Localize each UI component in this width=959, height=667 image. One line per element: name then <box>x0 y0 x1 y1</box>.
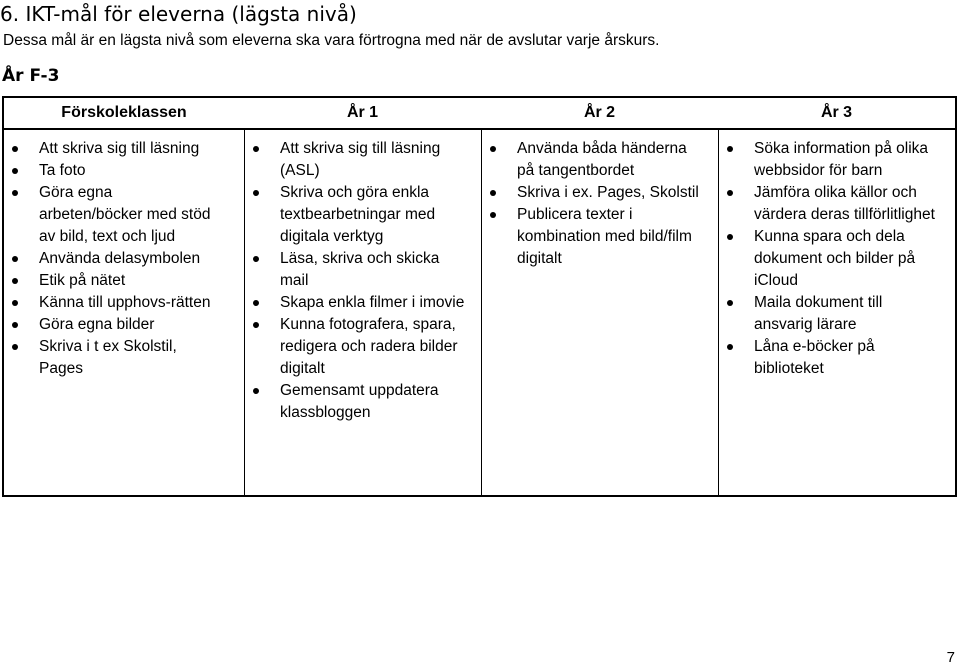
column-ar-2 <box>482 130 707 495</box>
section-subtitle: Dessa mål är en lägsta nivå som eleverna ska vara förtrogna med när de avslutar varje årskurs. <box>3 32 660 49</box>
list-item: Läsa, skriva och skicka mail <box>245 248 470 292</box>
list-item: Skriva i ex. Pages, Skolstil <box>482 182 707 204</box>
column-forskoleklassen <box>4 130 219 495</box>
list-item: Jämföra olika källor och värdera deras tillförlitlighet <box>719 182 944 226</box>
list-item: Använda båda händerna på tangentbordet <box>482 138 707 182</box>
list-item: Att skriva sig till läsning <box>4 138 219 160</box>
goal-list <box>719 138 944 380</box>
column-ar-3 <box>719 130 944 495</box>
list-item: Känna till upphovs-rätten <box>4 292 219 314</box>
grade-span-label: År F-3 <box>2 66 60 86</box>
goal-list <box>482 138 707 270</box>
goal-list <box>245 138 470 424</box>
list-item: Att skriva sig till läsning (ASL) <box>245 138 470 182</box>
list-item: Låna e-böcker på biblioteket <box>719 336 944 380</box>
list-item: Gemensamt uppdatera klassbloggen <box>245 380 470 424</box>
column-header-ar-1: År 1 <box>346 104 379 121</box>
goals-table <box>2 96 957 497</box>
list-item: Publicera texter i kombination med bild/film digitalt <box>482 204 707 270</box>
list-item: Skapa enkla filmer i imovie <box>245 292 470 314</box>
table-header-row <box>4 98 955 130</box>
column-header-forskoleklassen: Förskoleklassen <box>61 104 187 121</box>
list-item: Etik på nätet <box>4 270 219 292</box>
column-ar-1 <box>245 130 470 495</box>
page-number: 7 <box>946 649 955 666</box>
list-item: Göra egna arbeten/böcker med stöd av bild, text och ljud <box>4 182 219 248</box>
list-item: Kunna spara och dela dokument och bilder på iCloud <box>719 226 944 292</box>
list-item: Skriva i t ex Skolstil, Pages <box>4 336 219 380</box>
section-heading: 6. IKT-mål för eleverna (lägsta nivå) <box>0 2 357 26</box>
list-item: Ta foto <box>4 160 219 182</box>
list-item: Söka information på olika webbsidor för barn <box>719 138 944 182</box>
list-item: Skriva och göra enkla textbearbetningar med digitala verktyg <box>245 182 470 248</box>
column-header-ar-3: År 3 <box>820 104 853 121</box>
column-header-ar-2: År 2 <box>583 104 616 121</box>
list-item: Göra egna bilder <box>4 314 219 336</box>
list-item: Använda delasymbolen <box>4 248 219 270</box>
list-item: Maila dokument till ansvarig lärare <box>719 292 944 336</box>
goal-list <box>4 138 219 380</box>
list-item: Kunna fotografera, spara, redigera och radera bilder digitalt <box>245 314 470 380</box>
